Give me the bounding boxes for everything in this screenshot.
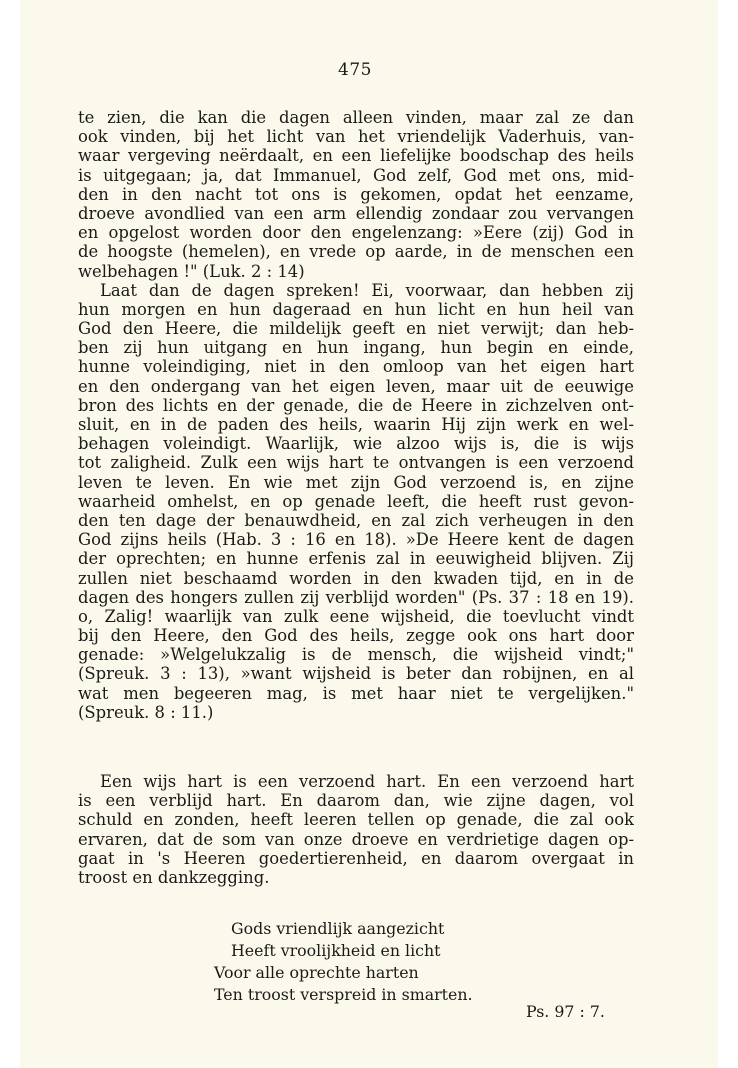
text-line: behagen voleindigt. Waarlijk, wie alzoo wijs is, die is wijs (78, 434, 634, 454)
text-line: ervaren, dat de som van onze droeve en verdrietige dagen op- (78, 829, 634, 849)
text-line: waarheid omhelst, en op genade leeft, die heeft rust gevon- (78, 491, 634, 511)
text-line: (Spreuk. 8 : 11.) (78, 702, 214, 722)
text-line: hun morgen en hun dageraad en hun licht en hun heil van (78, 299, 634, 319)
text-line: God den Heere, die mildelijk geeft en niet verwijt; dan heb- (78, 319, 634, 339)
text-line: is uitgegaan; ja, dat Immanuel, God zelf, God met ons, mid- (78, 165, 634, 185)
text-line: dagen des hongers zullen zij verblijd worden" (Ps. 37 : 18 en 19). (78, 587, 634, 607)
text-line: te zien, die kan die dagen alleen vinden, maar zal ze dan (78, 108, 634, 127)
poem-reference: Ps. 97 : 7. (526, 1002, 605, 1021)
text-line: Laat dan de dagen spreken! Ei, voorwaar, dan hebben zij (100, 280, 634, 300)
poem-line: Heeft vroolijkheid en licht (231, 941, 441, 960)
paragraph-2 (78, 772, 634, 887)
text-line: (Spreuk. 3 : 13), »want wijsheid is beter dan robijnen, en al (78, 664, 634, 684)
text-line: genade: »Welgelukzalig is de mensch, die wijsheid vindt;" (78, 645, 634, 665)
page-number: 475 (338, 60, 372, 80)
text-line: ook vinden, bij het licht van het vriendelijk Vaderhuis, van- (78, 127, 634, 147)
poem-line: Gods vriendlijk aangezicht (231, 919, 445, 938)
text-line: der oprechten; en hunne erfenis zal in eeuwigheid blijven. Zij (78, 549, 634, 569)
text-line: den ten dage der benauwdheid, en zal zich verheugen in den (78, 510, 634, 530)
text-line: is een verblijd hart. En daarom dan, wie zijne dagen, vol (78, 791, 634, 811)
poem-line: Voor alle oprechte harten (214, 963, 419, 982)
text-line: waar vergeving neërdaalt, en een liefelijke boodschap des heils (78, 146, 634, 166)
paragraph-1 (78, 108, 634, 722)
text-line: tot zaligheid. Zulk een wijs hart te ontvangen is een verzoend (78, 453, 634, 473)
text-line: troost en dankzegging. (78, 867, 270, 887)
text-line: bron des lichts en der genade, die de Heere in zichzelven ont- (78, 395, 634, 415)
text-line: hunne voleindiging, niet in den omloop van het eigen hart (78, 357, 634, 377)
text-line: schuld en zonden, heeft leeren tellen op genade, die zal ook (78, 810, 634, 830)
text-line: zullen niet beschaamd worden in den kwaden tijd, en in de (78, 568, 634, 588)
text-line: wat men begeeren mag, is met haar niet te vergelijken." (78, 683, 634, 703)
text-line: God zijns heils (Hab. 3 : 16 en 18). »De Heere kent de dagen (78, 530, 634, 550)
text-line: en opgelost worden door den engelenzang: »Eere (zij) God in (78, 223, 634, 243)
poem-line: Ten troost verspreid in smarten. (214, 985, 473, 1004)
text-line: o, Zalig! waarlijk van zulk eene wijsheid, die toevlucht vindt (78, 606, 634, 626)
text-line: welbehagen !" (Luk. 2 : 14) (78, 261, 305, 281)
text-line: leven te leven. En wie met zijn God verzoend is, en zijne (78, 472, 634, 492)
text-line: den in den nacht tot ons is gekomen, opdat het eenzame, (78, 184, 634, 204)
book-page (20, 0, 718, 1068)
poem-stanza (214, 918, 473, 1006)
text-line: ben zij hun uitgang en hun ingang, hun begin en einde, (78, 338, 634, 358)
text-line: de hoogste (hemelen), en vrede op aarde, in de menschen een (78, 242, 634, 262)
text-line: gaat in 's Heeren goedertierenheid, en daarom overgaat in (78, 848, 634, 868)
text-line: bij den Heere, den God des heils, zegge ook ons hart door (78, 626, 634, 646)
text-line: en den ondergang van het eigen leven, maar uit de eeuwige (78, 376, 634, 396)
text-line: Een wijs hart is een verzoend hart. En een verzoend hart (100, 772, 634, 791)
text-line: droeve avondlied van een arm ellendig zondaar zou vervangen (78, 203, 634, 223)
text-line: sluit, en in de paden des heils, waarin Hij zijn werk en wel- (78, 415, 634, 434)
